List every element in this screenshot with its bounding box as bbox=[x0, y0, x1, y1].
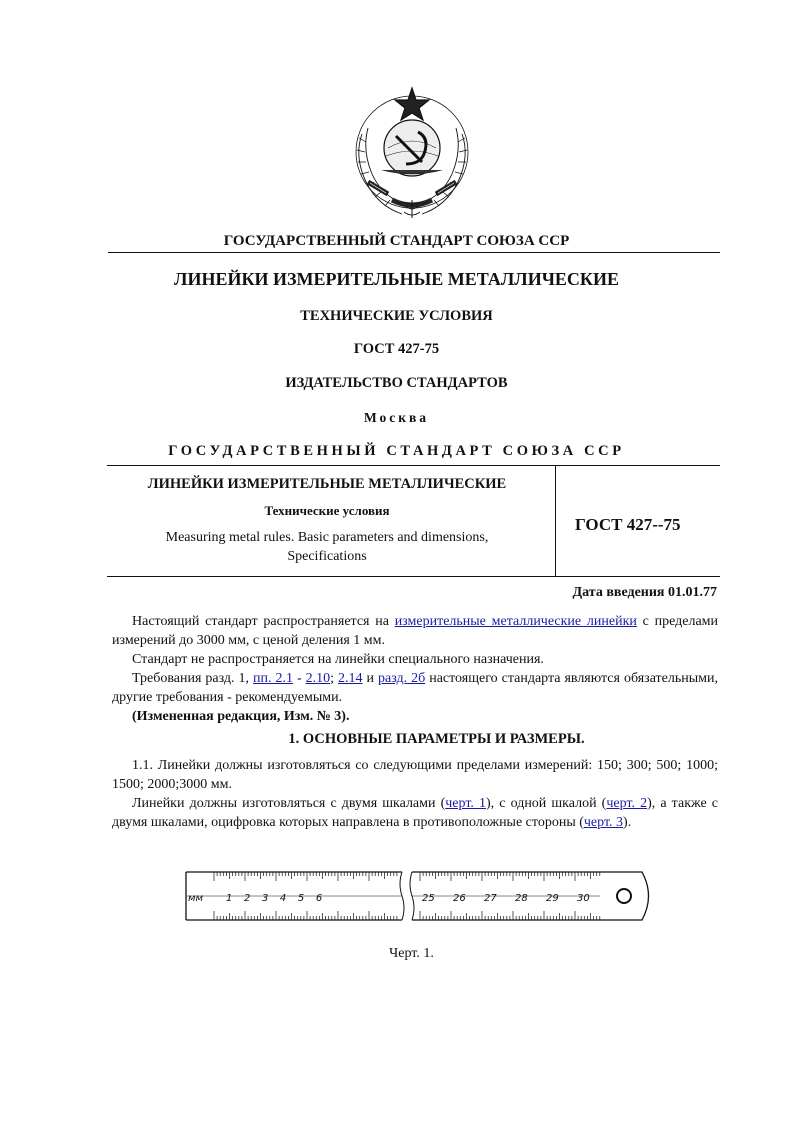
req-text-a: Требования разд. 1, bbox=[132, 671, 253, 686]
ruler-number-left: 4 bbox=[279, 893, 287, 904]
paragraph-scales bbox=[112, 794, 718, 832]
ruler-unit-label: мм bbox=[188, 893, 204, 904]
block-english-title bbox=[118, 528, 536, 566]
req-text-c: ; bbox=[330, 671, 339, 686]
ruler-number-left: 6 bbox=[315, 893, 323, 904]
ruler-number-left: 5 bbox=[297, 893, 305, 904]
block-vertical-divider bbox=[555, 465, 556, 576]
amendment-note: (Измененная редакция, Изм. № 3). bbox=[132, 709, 350, 724]
ruler-number-right: 28 bbox=[515, 893, 528, 904]
block-subtitle: Технические условия bbox=[264, 503, 390, 518]
title-divider bbox=[108, 252, 720, 253]
block-bottom-line bbox=[107, 576, 720, 577]
publisher-name: ИЗДАТЕЛЬСТВО СТАНДАРТОВ bbox=[285, 375, 508, 391]
link-section-2b[interactable]: разд. 2б bbox=[377, 671, 426, 686]
english-title-line-1: Measuring metal rules. Basic parameters and dimensions, bbox=[165, 530, 489, 545]
publisher-city: Москва bbox=[363, 410, 430, 425]
paragraph-1-1: 1.1. Линейки должны изготовляться со следующими пределами измерений: 150; 300; 500; 1000; 1500; 2000;3000 мм. bbox=[112, 758, 718, 792]
ruler-number-right: 29 bbox=[546, 893, 559, 904]
link-2-10[interactable]: 2.10 bbox=[305, 671, 331, 686]
scales-text-a: Линейки должны изготовляться с двумя шкалами ( bbox=[132, 796, 446, 811]
ussr-emblem-image bbox=[348, 82, 476, 224]
section-1-heading: 1. ОСНОВНЫЕ ПАРАМЕТРЫ И РАЗМЕРЫ. bbox=[288, 731, 585, 747]
intro-text bbox=[112, 612, 718, 726]
link-drawing-2[interactable]: черт. 2 bbox=[606, 796, 648, 811]
link-2-14[interactable]: 2.14 bbox=[338, 671, 363, 686]
ruler-number-right: 27 bbox=[484, 893, 497, 904]
english-title-line-2: Specifications bbox=[287, 549, 367, 564]
ruler-hang-hole bbox=[617, 889, 631, 903]
scales-text-d: ). bbox=[623, 815, 632, 830]
ruler-drawing bbox=[180, 862, 655, 930]
ruler-number-left: 3 bbox=[261, 893, 269, 904]
link-pp-2-1[interactable]: пп. 2.1 bbox=[253, 671, 293, 686]
req-text-e: настоящего стандарта являются обязательными, другие требования - рекомендуемыми. bbox=[112, 671, 719, 705]
gost-number: ГОСТ 427-75 bbox=[353, 341, 440, 357]
state-standard-heading: ГОСУДАРСТВЕННЫЙ СТАНДАРТ СОЮЗА ССР bbox=[223, 233, 570, 249]
block-top-line bbox=[107, 465, 720, 466]
scope-text-start: Настоящий стандарт распространяется на bbox=[132, 614, 395, 629]
section-1-text bbox=[112, 756, 718, 832]
tech-conditions-label: ТЕХНИЧЕСКИЕ УСЛОВИЯ bbox=[300, 308, 493, 324]
figure-caption: Черт. 1. bbox=[389, 946, 434, 961]
document-title: ЛИНЕЙКИ ИЗМЕРИТЕЛЬНЫЕ МЕТАЛЛИЧЕСКИЕ bbox=[174, 269, 619, 289]
req-text-b: - bbox=[292, 671, 306, 686]
block-title: ЛИНЕЙКИ ИЗМЕРИТЕЛЬНЫЕ МЕТАЛЛИЧЕСКИЕ bbox=[147, 476, 507, 492]
paragraph-requirements bbox=[112, 669, 718, 707]
ruler-number-left: 1 bbox=[225, 893, 233, 904]
ruler-number-right: 25 bbox=[422, 893, 435, 904]
block-gost-code: ГОСТ 427--75 bbox=[575, 515, 681, 534]
paragraph-exclusion: Стандарт не распространяется на линейки специального назначения. bbox=[132, 652, 544, 667]
link-drawing-1[interactable]: черт. 1 bbox=[445, 796, 487, 811]
ruler-number-right: 26 bbox=[453, 893, 466, 904]
scope-text-end: с пределами измерений до 3000 мм, с ценой деления 1 мм. bbox=[112, 614, 719, 648]
ruler-number-right: 30 bbox=[577, 893, 590, 904]
link-measuring-rules[interactable]: измерительные металлические линейки bbox=[394, 614, 637, 629]
introduction-date: Дата введения 01.01.77 bbox=[572, 585, 717, 600]
ruler-number-left: 2 bbox=[243, 893, 251, 904]
state-standard-banner: ГОСУДАРСТВЕННЫЙ СТАНДАРТ СОЮЗА ССР bbox=[168, 443, 625, 459]
paragraph-scope bbox=[112, 612, 718, 650]
scales-text-c: ), а также с двумя шкалами, оцифровка которых направлена в противоположные стороны ( bbox=[112, 796, 719, 830]
link-drawing-3[interactable]: черт. 3 bbox=[583, 815, 624, 830]
scales-text-b: ), с одной шкалой ( bbox=[486, 796, 607, 811]
req-text-d: и bbox=[362, 671, 378, 686]
